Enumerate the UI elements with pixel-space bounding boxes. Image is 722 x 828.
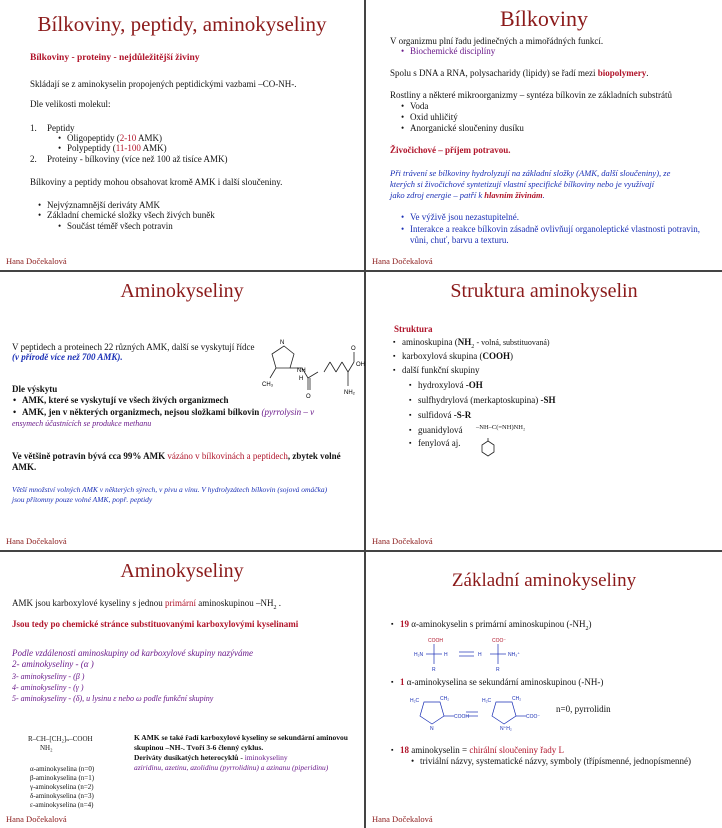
slide-5-line: Podle vzdálenosti aminoskupiny od karboxylové skupiny nazýváme: [12, 648, 253, 658]
slide-1-line: Dle velikosti molekul:: [30, 99, 111, 109]
slide-3-heading: Dle výskytu: [12, 384, 58, 394]
svg-text:NH₃⁺: NH₃⁺: [508, 652, 520, 658]
slide-footer: Hana Dočekalová: [6, 256, 67, 266]
svg-text:H₂N: H₂N: [414, 652, 424, 658]
svg-text:COO⁻: COO⁻: [526, 714, 541, 720]
slide-5: [0, 552, 364, 828]
svg-text:N⁺H₂: N⁺H₂: [500, 726, 512, 732]
slide-3-line: (v přírodě více než 700 AMK).: [12, 352, 123, 362]
amk-type: γ-aminokyselina (n=2): [30, 783, 94, 791]
list-item: ▪ další funkční skupiny: [402, 365, 480, 376]
list-item: ▪ aminoskupina ($NH_2$ - volná, substituovaná): [402, 337, 550, 353]
slide-5-note: aziridinu, azetinu, azolidinu (pyrrolidinu) a azinanu (piperidinu): [134, 763, 329, 772]
list-item: Proteiny - bílkoviny (více než 100 až tisíce AMK): [47, 154, 228, 164]
svg-text:H: H: [478, 652, 482, 658]
list-item: • Biochemické disciplíny: [410, 46, 495, 57]
svg-text:CH₂: CH₂: [512, 696, 522, 702]
svg-text:R: R: [432, 667, 436, 673]
amk-type: β-aminokyselina (n=1): [30, 774, 95, 782]
slide-footer: Hana Dočekalová: [6, 536, 67, 546]
molecule-label: NH: [297, 368, 306, 374]
slide-2-line: Spolu s DNA a RNA, polysacharidy (lipidy) se řadí mezi biopolymery.: [390, 68, 649, 78]
list-item: ▪ sulfidová -S-R: [418, 410, 471, 421]
slide-4: [366, 272, 722, 550]
list-item: • Polypeptidy (11-100 AMK): [67, 143, 167, 154]
slide-6: [366, 552, 722, 828]
molecule-label: CH₃: [262, 382, 274, 388]
svg-text:R: R: [496, 667, 500, 673]
list-item: Peptidy: [47, 123, 75, 133]
slide-5-note: Deriváty dusíkatých heterocyklů - iminokyseliny: [134, 753, 288, 762]
svg-text:CH₂: CH₂: [440, 696, 450, 702]
list-item-continued: ensymech účastnících se produkce methanu: [12, 419, 152, 428]
amk-type: α-aminokyselina (n=0): [30, 765, 95, 773]
slide-3-line: V peptidech a proteinech 22 různých AMK, další se vyskytují řídce: [12, 342, 255, 352]
list-item: • Ve výživě jsou nezastupitelné.: [410, 212, 519, 223]
list-item: ▪ 19 α-aminokyselin s primární aminoskupinou $(-NH_2)$: [400, 619, 591, 635]
list-item: • triviální názvy, systematické názvy, symboly (třípísmenné, jednopísmenné): [420, 756, 691, 767]
molecule-label: N: [280, 340, 285, 346]
general-formula-amine: NH₂: [40, 744, 53, 752]
slide-2-paragraph: jako zdroj energie – patří k hlavním živinám.: [390, 190, 545, 200]
list-item: ▪ sulfhydrylová (merkaptoskupina) -SH: [418, 395, 556, 406]
slide-5-note: skupinou –NH-. Tvoří 3-6 členný cyklus.: [134, 743, 264, 752]
slide-2-paragraph: kterých si živočichové syntetizují vlastní specifické bílkoviny nebo je využívají: [390, 179, 655, 189]
guanidyl-formula: –NH–C(=NH)NH₂: [476, 424, 526, 431]
list-item: ▪ 18 aminokyselin = chirální sloučeniny řady L: [400, 745, 564, 756]
slide-5-title: Aminokyseliny: [120, 560, 244, 582]
proline-diagram: [404, 692, 554, 732]
slide-footer: Hana Dočekalová: [6, 814, 67, 824]
svg-text:COO⁻: COO⁻: [492, 638, 507, 644]
slide-2-heading: Živočichové – příjem potravou.: [390, 145, 511, 155]
slide-4-title: Struktura aminokyselin: [450, 280, 638, 302]
svg-text:N: N: [430, 726, 434, 732]
list-item: • AMK, jen v některých organizmech, nejsou složkami bílkovin (pyrrolysin – v: [22, 407, 314, 418]
list-item: • Součást téměř všech potravin: [67, 221, 173, 232]
slide-2-title: Bílkoviny: [499, 6, 588, 31]
list-item: ▪ 1 α-aminokyselina se sekundární aminoskupinou (-NH-): [400, 677, 603, 688]
slide-3: [0, 272, 364, 550]
slide-1-line: Skládají se z aminokyselin propojených peptidickými vazbami –CO-NH-.: [30, 79, 297, 89]
list-item: • Nejvýznamnější deriváty AMK: [47, 200, 160, 211]
list-number: 1.: [30, 123, 37, 133]
phenyl-ring-icon: [478, 438, 498, 458]
list-item: ▪ guanidylová: [418, 425, 463, 436]
list-item: ▪ fenylová aj.: [418, 438, 460, 449]
list-item: • Oligopeptidy (2-10 AMK): [67, 133, 162, 144]
svg-text:H₂C: H₂C: [482, 698, 492, 704]
slide-5-line: 3- aminokyseliny - (β ): [12, 672, 85, 681]
slide-6-title: Základní aminokyseliny: [451, 570, 637, 591]
slide-3-note: Větší množství volných AMK v některých sýrech, v pivu a vínu. V hydrolyzátech bílkovin (sojová omáčka): [12, 485, 328, 494]
proline-note: n=0, pyrrolidin: [556, 704, 611, 714]
list-number: 2.: [30, 154, 37, 164]
slide-1-title: Bílkoviny, peptidy, aminokyseliny: [37, 12, 327, 36]
molecule-label: H: [299, 376, 304, 382]
slide-5-note: K AMK se také řadí karboxylové kyseliny se sekundární aminovou: [134, 733, 348, 742]
list-item: • Voda: [410, 101, 428, 112]
slide-1-subtitle: Bílkoviny - proteiny - nejdůležitější živiny: [30, 53, 200, 63]
slide-5-line: Jsou tedy po chemické stránce substituovanými karboxylovými kyselinami: [12, 619, 299, 629]
list-item: • AMK, které se vyskytují ve všech živých organizmech: [22, 395, 228, 406]
svg-text:COOH: COOH: [428, 638, 443, 644]
slide-2-line: Rostliny a některé mikroorganizmy – syntéza bílkovin ze základních substrátů: [390, 90, 673, 100]
molecule-label: OH: [356, 362, 365, 368]
slide-5-line: 4- aminokyseliny - (γ ): [12, 683, 84, 692]
amk-type: δ-aminokyselina (n=3): [30, 792, 94, 800]
slide-footer: Hana Dočekalová: [372, 256, 433, 266]
slide-3-note: jsou přítomny pouze volné AMK, popř. peptidy: [12, 495, 153, 504]
slide-footer: Hana Dočekalová: [372, 536, 433, 546]
svg-text:H₂C: H₂C: [410, 698, 420, 704]
slide-2-line: V organizmu plní řadu jedinečných a mimořádných funkcí.: [390, 36, 604, 46]
molecule-label: O: [351, 346, 356, 352]
svg-text:H: H: [444, 652, 448, 658]
pyrrolysine-structure: [262, 332, 365, 404]
svg-text:COOH: COOH: [454, 714, 469, 720]
slide-footer: Hana Dočekalová: [372, 814, 433, 824]
amino-acid-zwitterion-diagram: [414, 636, 534, 672]
slide-3-title: Aminokyseliny: [120, 280, 244, 302]
slide-5-line: AMK jsou karboxylové kyseliny s jednou primární aminoskupinou $-NH_2$ .: [12, 598, 281, 611]
amk-type: ε-aminokyselina (n=4): [30, 801, 94, 809]
slide-2-paragraph: Při trávení se bílkoviny hydrolyzují na základní složky (AMK, další sloučeniny), ze: [390, 168, 671, 178]
slide-1-line: Bílkoviny a peptidy mohou obsahovat kromě AMK i další sloučeniny.: [30, 177, 283, 187]
list-item: ▪ karboxylová skupina (COOH): [402, 351, 513, 362]
list-item-continued: vůni, chuť, barvu a texturu.: [410, 235, 509, 245]
slide-5-line: 5- aminokyseliny - (δ), u lysinu ε nebo ω podle funkční skupiny: [12, 694, 214, 703]
list-item: • Interakce a reakce bílkovin zásadně ovlivňují organoleptické vlastnosti potravin,: [410, 224, 700, 235]
list-item: • Oxid uhličitý: [410, 112, 458, 123]
slide-3-line: AMK.: [12, 462, 37, 472]
slide-5-line: 2- aminokyseliny - (α ): [12, 659, 94, 669]
molecule-label: O: [306, 394, 311, 400]
slide-3-line: Ve většině potravin bývá cca 99% AMK vázáno v bílkovinách a peptidech, zbytek volné: [12, 451, 341, 461]
slide-1: [0, 0, 364, 270]
molecule-label: NH₂: [344, 390, 355, 396]
list-item: • Anorganické sloučeniny dusíku: [410, 123, 524, 134]
slide-4-heading: Struktura: [394, 324, 433, 334]
slide-2: [366, 0, 722, 270]
list-item: ▪ hydroxylová -OH: [418, 380, 483, 391]
list-item: • Základní chemické složky všech živých buněk: [47, 210, 215, 221]
general-formula: R–CH–[CH₂]ₙ–COOH: [28, 735, 93, 743]
